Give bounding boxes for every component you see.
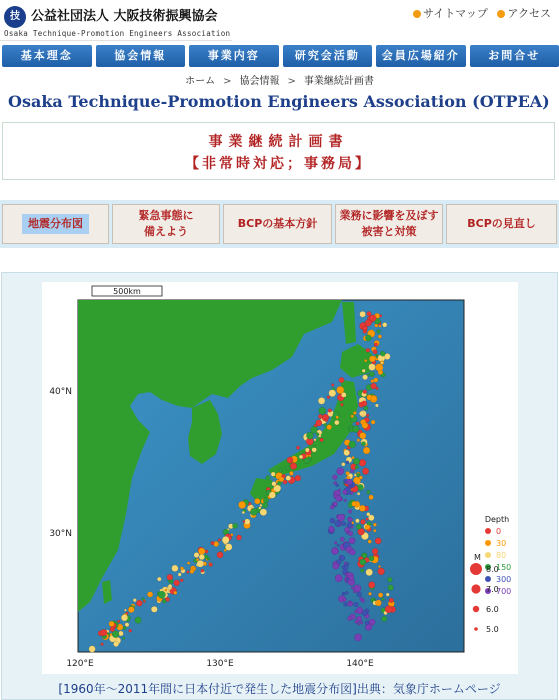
earthquake-marker <box>378 565 380 567</box>
earthquake-marker <box>362 468 369 475</box>
earthquake-marker <box>236 535 241 540</box>
earthquake-marker <box>375 600 381 606</box>
earthquake-marker <box>343 490 348 495</box>
earthquake-marker <box>344 450 350 456</box>
earthquake-marker <box>313 445 316 448</box>
earthquake-marker <box>254 498 260 504</box>
earthquake-marker <box>174 591 177 594</box>
earthquake-marker <box>366 414 369 417</box>
earthquake-marker <box>242 511 245 514</box>
magnitude-legend-value: 7.0 <box>486 585 499 594</box>
earthquake-marker <box>347 563 350 566</box>
earthquake-marker <box>363 375 368 380</box>
earthquake-marker <box>346 532 349 535</box>
earthquake-marker <box>350 469 353 472</box>
earthquake-marker <box>169 580 173 584</box>
lat-label-30: 30°N <box>49 529 72 539</box>
earthquake-marker <box>372 548 378 554</box>
earthquake-marker <box>363 326 368 331</box>
earthquake-marker <box>388 585 394 591</box>
earthquake-marker <box>369 372 374 377</box>
earthquake-marker <box>375 538 381 544</box>
earthquake-marker <box>351 415 354 418</box>
earthquake-marker <box>357 492 360 495</box>
breadcrumb-separator: > <box>223 76 232 87</box>
earthquake-marker <box>343 598 347 602</box>
nav-members[interactable]: 会員広場紹介 <box>376 45 466 67</box>
earthquake-marker <box>328 409 332 413</box>
earthquake-marker <box>117 620 120 623</box>
earthquake-marker <box>339 377 344 382</box>
depth-legend-value: 0 <box>496 527 502 536</box>
earthquake-marker <box>147 592 153 598</box>
earthquake-marker <box>352 456 355 459</box>
earthquake-marker <box>362 422 368 428</box>
earthquake-marker <box>355 519 359 523</box>
nav-philosophy[interactable]: 基本理念 <box>2 45 92 67</box>
magnitude-legend-value: 5.0 <box>486 625 499 634</box>
earthquake-marker <box>269 492 276 499</box>
earthquake-marker <box>382 616 387 621</box>
earthquake-marker <box>363 390 367 394</box>
earthquake-marker <box>367 490 371 494</box>
earthquake-marker <box>365 621 369 625</box>
utility-links <box>407 5 551 21</box>
earthquake-marker <box>287 457 293 463</box>
earthquake-marker <box>316 433 319 436</box>
plan-subtitle: 【非常時対応；事務局】 <box>185 156 372 172</box>
nav-business[interactable]: 事業内容 <box>189 45 279 67</box>
bullet-icon <box>497 10 505 18</box>
earthquake-marker <box>378 593 383 598</box>
tab-earthquake-map[interactable] <box>2 204 109 244</box>
earthquake-marker <box>362 369 365 372</box>
magnitude-legend-value: 8.0 <box>486 565 499 574</box>
magnitude-legend-swatch <box>474 627 478 631</box>
earthquake-marker <box>101 643 104 646</box>
depth-legend-value: 700 <box>496 587 512 596</box>
earthquake-marker <box>225 544 232 551</box>
earthquake-marker <box>344 499 347 502</box>
earthquake-marker <box>361 519 366 524</box>
earthquake-marker <box>337 514 344 521</box>
plan-heading-box <box>2 122 555 180</box>
breadcrumb-current: 事業継続計画書 <box>303 76 374 87</box>
earthquake-marker <box>336 416 339 419</box>
depth-legend-value: 150 <box>496 563 512 572</box>
magnitude-legend-value: 6.0 <box>486 605 499 614</box>
earthquake-marker <box>381 361 384 364</box>
page-title: Osaka Technique-Promotion Engineers Association (OTPEA) <box>8 92 550 111</box>
earthquake-marker <box>353 426 360 433</box>
earthquake-marker <box>369 364 376 371</box>
earthquake-marker <box>340 403 343 406</box>
earthquake-marker <box>364 359 367 362</box>
earthquake-marker <box>314 439 316 441</box>
earthquake-marker <box>174 580 180 586</box>
earthquake-marker <box>366 348 370 352</box>
earthquake-marker <box>371 395 377 401</box>
nav-research[interactable]: 研究会活動 <box>283 45 373 67</box>
earthquake-marker <box>279 477 284 482</box>
earthquake-marker <box>217 552 223 558</box>
earthquake-marker <box>187 571 190 574</box>
earthquake-marker <box>320 438 324 442</box>
earthquake-marker <box>367 311 372 316</box>
earthquake-marker <box>125 623 129 627</box>
tab-bcp-policy[interactable]: BCPの基本方針 <box>223 204 332 244</box>
earthquake-marker <box>334 542 337 545</box>
earthquake-marker <box>312 447 317 452</box>
depth-legend-swatch <box>485 540 491 546</box>
earthquake-marker <box>295 475 301 481</box>
earthquake-marker <box>238 501 245 508</box>
earthquake-marker <box>318 397 325 404</box>
earthquake-marker <box>109 621 115 627</box>
depth-legend-value: 30 <box>496 539 507 548</box>
earthquake-marker <box>162 599 166 603</box>
depth-legend-swatch <box>485 552 491 558</box>
earthquake-marker <box>266 475 271 480</box>
earthquake-marker <box>360 597 363 600</box>
earthquake-marker <box>324 423 327 426</box>
earthquake-marker <box>243 520 245 522</box>
earthquake-marker <box>356 473 360 477</box>
earthquake-marker <box>367 512 371 516</box>
earthquake-marker <box>354 634 361 641</box>
earthquake-marker <box>355 465 359 469</box>
breadcrumb-home[interactable]: ホーム <box>185 76 216 87</box>
earthquake-marker <box>296 446 299 449</box>
earthquake-marker <box>356 616 362 622</box>
earthquake-marker <box>347 616 351 620</box>
earthquake-marker <box>194 552 199 557</box>
earthquake-marker <box>271 472 275 476</box>
earthquake-marker <box>365 525 370 530</box>
lon-label-140: 140°E <box>346 659 374 669</box>
earthquake-marker <box>351 587 354 590</box>
earthquake-marker <box>342 592 345 595</box>
earthquake-marker <box>331 384 334 387</box>
breadcrumb <box>0 72 559 87</box>
earthquake-marker <box>352 501 357 506</box>
earthquake-marker <box>353 411 356 414</box>
earthquake-marker <box>356 524 361 529</box>
earthquake-marker <box>349 601 351 603</box>
earthquake-marker <box>388 577 393 582</box>
scale-label: 500km <box>113 287 141 296</box>
depth-legend-swatch <box>485 528 491 534</box>
earthquake-marker <box>366 569 373 576</box>
earthquake-marker <box>209 563 213 567</box>
earthquake-marker <box>110 627 115 632</box>
association-emblem-icon: 技 <box>4 6 26 28</box>
earthquake-marker <box>379 315 382 318</box>
earthquake-marker <box>122 637 125 640</box>
earthquake-marker <box>336 484 339 487</box>
depth-legend-value: 300 <box>496 575 512 584</box>
earthquake-marker <box>371 420 375 424</box>
earthquake-marker <box>369 556 374 561</box>
magnitude-legend-swatch <box>473 606 479 612</box>
earthquake-marker <box>330 518 335 523</box>
breadcrumb-separator: > <box>287 76 296 87</box>
earthquake-marker <box>368 582 375 589</box>
earthquake-marker <box>369 356 375 362</box>
earthquake-marker <box>365 320 372 327</box>
logo-english-name: Osaka Technique-Promotion Engineers Association <box>4 29 231 38</box>
earthquake-marker <box>356 422 360 426</box>
earthquake-marker <box>346 479 352 485</box>
earthquake-marker <box>357 592 362 597</box>
earthquake-marker <box>290 463 297 470</box>
earthquake-marker <box>349 538 355 544</box>
earthquake-marker <box>342 463 346 467</box>
section-tabs <box>0 200 559 248</box>
site-logo[interactable] <box>0 0 232 41</box>
earthquake-marker <box>198 548 205 555</box>
earthquake-marker <box>360 569 364 573</box>
earthquake-marker <box>374 343 378 347</box>
earthquake-marker <box>304 458 310 464</box>
earthquake-marker <box>187 562 190 565</box>
earthquake-marker <box>318 414 322 418</box>
earthquake-marker <box>286 476 291 481</box>
earthquake-marker <box>167 574 173 580</box>
earthquake-marker <box>376 387 379 390</box>
map-legend <box>466 508 516 654</box>
earthquake-marker <box>180 579 183 582</box>
earthquake-marker <box>353 590 356 593</box>
earthquake-marker <box>363 447 370 454</box>
earthquake-marker <box>172 565 179 572</box>
earthquake-marker <box>337 468 344 475</box>
earthquake-marker <box>133 599 136 602</box>
earthquake-marker <box>157 577 161 581</box>
earthquake-marker <box>361 442 365 446</box>
earthquake-marker <box>259 507 262 510</box>
earthquake-marker <box>165 589 167 591</box>
earthquake-marker <box>222 536 229 543</box>
earthquake-marker <box>350 549 356 555</box>
earthquake-marker <box>358 623 360 625</box>
earthquake-marker <box>382 323 387 328</box>
earthquake-marker <box>123 626 126 629</box>
earthquake-marker <box>375 404 378 407</box>
earthquake-marker <box>289 471 293 475</box>
earthquake-marker <box>360 621 363 624</box>
earthquake-marker <box>316 420 322 426</box>
sitemap-link[interactable]: サイトマップ <box>423 7 488 20</box>
tab-label: 地震分布図 <box>22 214 89 235</box>
earthquake-marker <box>211 541 215 545</box>
earthquake-marker <box>135 617 142 624</box>
earthquake-marker <box>192 567 195 570</box>
earthquake-marker <box>378 568 385 575</box>
earthquake-marker <box>385 606 392 613</box>
earthquake-marker <box>299 455 303 459</box>
earthquake-marker <box>250 505 253 508</box>
earthquake-marker <box>158 591 165 598</box>
earthquake-marker <box>330 505 334 509</box>
depth-legend-value: 80 <box>496 551 507 560</box>
earthquake-marker <box>168 584 172 588</box>
main-nav <box>0 45 559 67</box>
earthquake-marker <box>368 540 372 544</box>
earthquake-marker <box>380 351 385 356</box>
earthquake-marker <box>375 364 382 371</box>
earthquake-marker <box>344 603 348 607</box>
map-scale-bar <box>92 286 162 296</box>
earthquake-marker <box>306 432 313 439</box>
earthquake-marker <box>386 593 389 596</box>
earthquake-marker <box>334 420 339 425</box>
earthquake-distribution-map <box>42 282 518 674</box>
earthquake-marker <box>359 459 366 466</box>
earthquake-marker <box>353 458 360 465</box>
earthquake-marker <box>374 378 378 382</box>
lon-label-130: 130°E <box>206 659 234 669</box>
nav-association-info[interactable]: 協会情報 <box>96 45 186 67</box>
depth-legend-title: Depth <box>484 515 510 524</box>
earthquake-marker <box>151 606 157 612</box>
earthquake-marker <box>348 517 353 522</box>
earthquake-marker <box>329 390 336 397</box>
earthquake-marker <box>354 602 359 607</box>
tab-damage-measures[interactable]: 業務に影響を及ぼす 被害と対策 <box>335 204 443 244</box>
earthquake-marker <box>218 539 221 542</box>
earthquake-marker <box>337 559 342 564</box>
tab-emergency-prep[interactable]: 緊急事態に 備えよう <box>112 204 220 244</box>
earthquake-marker <box>335 495 341 501</box>
magnitude-legend-swatch <box>470 563 482 575</box>
earthquake-marker <box>180 567 183 570</box>
earthquake-marker <box>143 600 145 602</box>
earthquake-marker <box>349 441 356 448</box>
earthquake-marker <box>332 475 337 480</box>
earthquake-marker <box>327 396 330 399</box>
earthquake-marker <box>129 629 132 632</box>
earthquake-marker <box>364 406 368 410</box>
depth-legend-swatch <box>485 576 491 582</box>
earthquake-marker <box>378 335 382 339</box>
earthquake-marker <box>366 518 369 521</box>
earthquake-marker <box>337 544 339 546</box>
earthquake-marker <box>373 350 377 354</box>
earthquake-marker <box>190 570 194 574</box>
earthquake-marker <box>305 448 309 452</box>
earthquake-marker <box>346 461 349 464</box>
earthquake-marker <box>197 560 204 567</box>
earthquake-marker <box>340 537 344 541</box>
earthquake-marker <box>329 526 334 531</box>
breadcrumb-association-info[interactable]: 協会情報 <box>239 76 280 87</box>
magnitude-legend-swatch <box>471 584 480 593</box>
earthquake-marker <box>349 575 354 580</box>
earthquake-marker <box>345 591 348 594</box>
earthquake-marker <box>357 439 360 442</box>
earthquake-marker <box>359 505 365 511</box>
tab-bcp-review[interactable]: BCPの見直し <box>446 204 557 244</box>
earthquake-marker <box>136 600 142 606</box>
earthquake-marker <box>373 523 376 526</box>
earthquake-marker <box>341 392 346 397</box>
map-caption: [1960年～2011年間に日本付近で発生した地震分布図]出典：気象庁ホームページ <box>58 682 501 696</box>
earthquake-marker <box>342 566 345 569</box>
earthquake-marker <box>333 502 338 507</box>
earthquake-marker <box>101 629 108 636</box>
earthquake-marker <box>250 508 257 515</box>
earthquake-marker <box>178 573 181 576</box>
earthquake-marker <box>346 471 350 475</box>
earthquake-marker <box>354 610 357 613</box>
earthquake-marker <box>128 607 134 613</box>
earthquake-marker <box>365 335 371 341</box>
earthquake-marker <box>377 330 381 334</box>
earthquake-marker <box>389 598 394 603</box>
earthquake-marker <box>232 523 237 528</box>
nav-contact[interactable]: お問合せ <box>470 45 559 67</box>
earthquake-marker <box>319 407 326 414</box>
earthquake-marker <box>196 558 199 561</box>
earthquake-marker <box>124 609 126 611</box>
earthquake-marker <box>262 502 268 508</box>
earthquake-marker <box>278 468 283 473</box>
earthquake-marker <box>325 419 328 422</box>
earthquake-marker <box>369 495 374 500</box>
earthquake-marker <box>272 482 277 487</box>
earthquake-marker <box>373 529 376 532</box>
earthquake-marker <box>263 498 268 503</box>
earthquake-marker <box>360 311 366 317</box>
earthquake-marker <box>348 510 352 514</box>
earthquake-marker <box>260 509 267 516</box>
earthquake-marker <box>344 562 347 565</box>
access-link[interactable]: アクセス <box>507 7 551 20</box>
logo-japanese-name: 公益社団法人 大阪技術振興協会 <box>31 9 218 24</box>
earthquake-marker <box>342 522 346 526</box>
plan-title: 事業継続計画書 <box>208 134 349 150</box>
earthquake-marker <box>199 554 205 560</box>
earthquake-marker <box>285 466 290 471</box>
earthquake-marker <box>371 380 374 383</box>
earthquake-marker <box>360 559 366 565</box>
earthquake-marker <box>207 557 210 560</box>
earthquake-marker <box>338 489 341 492</box>
earthquake-marker <box>121 614 128 621</box>
earthquake-marker <box>89 646 96 653</box>
earthquake-marker <box>381 598 384 601</box>
earthquake-marker <box>335 574 342 581</box>
lat-label-40: 40°N <box>49 387 72 397</box>
earthquake-marker <box>113 641 118 646</box>
earthquake-marker <box>361 401 367 407</box>
lon-label-120: 120°E <box>66 659 94 669</box>
earthquake-marker <box>347 522 352 527</box>
earthquake-marker <box>331 548 338 555</box>
earthquake-marker <box>362 611 367 616</box>
earthquake-marker <box>368 592 371 595</box>
earthquake-marker <box>201 569 204 572</box>
earthquake-marker <box>142 598 145 601</box>
earthquake-marker <box>359 411 364 416</box>
earthquake-marker <box>360 432 367 439</box>
magnitude-legend-title: M <box>474 553 481 562</box>
bullet-icon <box>413 10 421 18</box>
